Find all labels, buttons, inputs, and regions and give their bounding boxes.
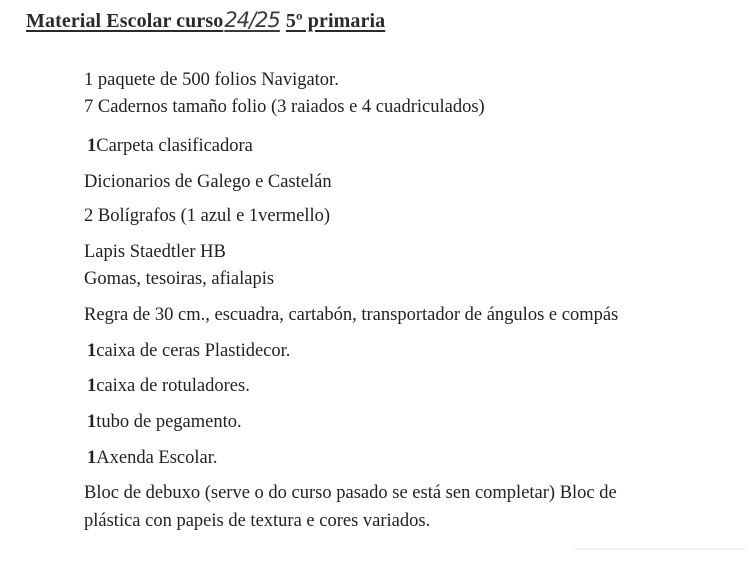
item-text: Carpeta clasificadora	[96, 136, 253, 156]
page-title	[26, 8, 385, 33]
item-text: tubo de pegamento.	[96, 412, 242, 432]
list-item	[87, 341, 290, 362]
list-item	[84, 70, 339, 91]
item-text: Gomas, tesoiras, afialapis	[84, 269, 275, 289]
list-item	[84, 483, 617, 504]
list-item	[84, 305, 618, 326]
item-text: Lapis Staedtler HB	[84, 242, 226, 262]
item-text: Bloc de debuxo (serve o do curso pasado se está sen completar) Bloc de	[84, 483, 617, 503]
list-item	[87, 412, 242, 433]
item-text: plástica con papeis de textura e cores variados.	[84, 511, 431, 531]
item-quantity: 1	[87, 341, 97, 361]
item-text: Axenda Escolar.	[96, 448, 218, 468]
list-item	[84, 511, 430, 532]
list-item	[87, 376, 250, 397]
item-text: 1 paquete de 500 folios Navigator.	[84, 70, 339, 90]
item-text: Regra de 30 cm., escuadra, cartabón, transportador de ángulos e compás	[84, 305, 619, 325]
list-item	[87, 448, 218, 469]
scan-artifact	[575, 548, 745, 550]
item-text: caixa de ceras Plastidecor.	[96, 341, 291, 361]
item-quantity: 1	[87, 136, 97, 156]
list-item	[84, 172, 332, 193]
list-item	[84, 269, 274, 290]
item-text: caixa de rotuladores.	[96, 376, 250, 396]
list-item	[84, 242, 226, 263]
item-quantity: 1	[87, 448, 97, 468]
item-text: 7 Cadernos tamaño folio (3 raiados e 4 cuadriculados)	[84, 97, 485, 117]
list-item	[84, 206, 330, 227]
title-main: Material Escolar curso	[26, 10, 224, 32]
list-item	[84, 97, 485, 118]
list-item	[87, 136, 253, 157]
title-year-handwritten: 24/25	[224, 8, 280, 32]
item-quantity: 1	[87, 376, 97, 396]
title-grade: 5º primaria	[285, 10, 386, 32]
item-text: 2 Bolígrafos (1 azul e 1vermello)	[84, 206, 331, 226]
item-text: Dicionarios de Galego e Castelán	[84, 172, 332, 192]
item-quantity: 1	[87, 412, 97, 432]
